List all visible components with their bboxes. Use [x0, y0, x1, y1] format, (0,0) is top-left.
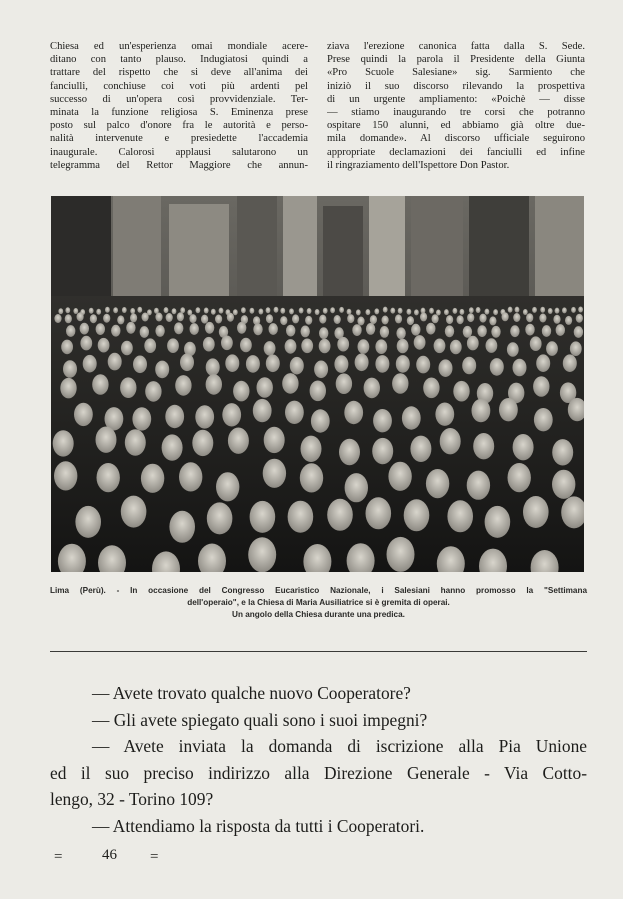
crowd-face: [285, 339, 297, 354]
crowd-face: [253, 399, 272, 422]
crowd-face: [250, 308, 255, 314]
crowd-face: [546, 341, 558, 356]
crowd-face: [373, 409, 392, 432]
crowd-face: [473, 433, 494, 459]
appeal-line: — Avete inviata la domanda di iscrizione alla Pia Unione: [92, 736, 587, 757]
crowd-face: [205, 322, 214, 334]
crowd-face: [286, 325, 295, 337]
crowd-face: [117, 315, 124, 324]
crowd-face: [485, 506, 511, 538]
crowd-face: [396, 355, 410, 373]
crowd-face: [565, 316, 572, 325]
crowd-face: [105, 307, 110, 313]
crowd-face: [96, 323, 105, 335]
crowd-face: [502, 312, 509, 321]
crowd-face: [352, 324, 361, 336]
crowd-face: [436, 310, 441, 316]
crowd-face: [233, 309, 238, 315]
crowd-face: [319, 339, 331, 354]
crowd-face: [339, 439, 360, 465]
crowd-face: [570, 341, 582, 356]
crowd-face: [375, 339, 387, 354]
crowd-face: [372, 438, 393, 464]
text-line: ospitare 150 alunni, ed abbiamo già oltre due-: [327, 120, 585, 132]
crowd-face: [472, 399, 491, 422]
crowd-face: [571, 307, 576, 313]
crowd-face: [434, 339, 446, 354]
crowd-face: [269, 323, 278, 335]
crowd-face: [347, 314, 354, 323]
appeal-line: lengo, 32 - Torino 109?: [50, 789, 214, 810]
crowd-face: [397, 339, 409, 354]
crowd-face: [179, 462, 202, 491]
crowd-face: [60, 378, 76, 399]
crowd-face: [165, 405, 184, 428]
crowd-face: [334, 355, 348, 373]
crowd-face: [414, 309, 419, 315]
crowd-face: [227, 313, 234, 322]
crowd-face: [356, 309, 361, 315]
crowd-face: [196, 307, 201, 313]
crowd-face: [310, 381, 326, 402]
crowd-face: [526, 313, 533, 322]
crowd-face: [536, 354, 550, 372]
crowd-face: [330, 307, 335, 313]
crowd-face: [540, 307, 545, 313]
crowd-face: [92, 374, 108, 395]
crowd-face: [523, 496, 549, 528]
crowd-face: [552, 439, 573, 465]
crowd-face: [206, 358, 220, 376]
crowd-face: [228, 428, 249, 454]
crowd-face: [486, 338, 498, 353]
crowd-face: [189, 314, 196, 323]
crowd-face: [54, 461, 77, 490]
crowd-face: [130, 308, 135, 314]
crowd-face: [467, 471, 490, 500]
crowd-face: [315, 309, 320, 315]
crowd-face: [250, 501, 276, 533]
crowd-face: [414, 335, 426, 350]
crowd-face: [103, 314, 110, 323]
crowd-face: [195, 405, 214, 428]
crowd-face: [404, 499, 430, 531]
church-crowd-photo: [51, 196, 584, 572]
crowd-face: [292, 314, 299, 323]
crowd-face: [144, 338, 156, 353]
crowd-face: [374, 308, 379, 314]
crowd-face: [447, 500, 473, 532]
crowd-face: [319, 327, 328, 339]
footer-ornament: =: [54, 849, 63, 865]
crowd-face: [257, 377, 273, 398]
text-line: — stiamo inaugurando tre corsi che potranno: [327, 106, 585, 118]
crowd-face: [211, 309, 216, 315]
crowd-face: [439, 359, 453, 377]
crowd-face: [301, 326, 310, 338]
left-column: [50, 40, 308, 172]
crowd-face: [563, 354, 577, 372]
crowd-face: [489, 316, 496, 325]
text-line: telegramma del Rettor Maggiore che annun-: [50, 159, 308, 171]
crowd-face: [307, 308, 312, 314]
crowd-face: [469, 307, 474, 313]
crowd-face: [54, 314, 61, 323]
crowd-face: [166, 313, 173, 322]
crowd-face: [358, 339, 370, 354]
crowd-face: [396, 327, 405, 339]
crowd-face: [65, 314, 72, 323]
crowd-face: [145, 381, 161, 402]
crowd-face: [380, 326, 389, 338]
crowd-face: [240, 338, 252, 353]
crowd-face: [347, 309, 352, 315]
crowd-face: [248, 537, 276, 572]
text-line: iniziò il suo discorso rilevando la prospettiva: [327, 80, 585, 92]
crowd-face: [162, 434, 183, 460]
crowd-face: [280, 308, 285, 314]
crowd-face: [241, 307, 246, 313]
caption-line: Lima (Perù). - In occasione del Congresso Eucaristico Nazionale, i Salesiani hanno promosso la "Settimana: [50, 586, 587, 595]
crowd-face: [263, 459, 286, 488]
crowd-face: [314, 361, 328, 379]
text-line: fanciulli, conchiuse coi voti più ardenti pel: [50, 80, 308, 92]
crowd-face: [63, 360, 77, 378]
crowd-face: [90, 314, 97, 323]
crowd-face: [206, 374, 222, 395]
text-line: appropriate declamazioni dei fanciulli ed infine: [327, 146, 585, 158]
crowd-face: [467, 336, 479, 351]
crowd-face: [155, 361, 169, 379]
crowd-face: [266, 314, 273, 323]
crowd-face: [75, 506, 101, 538]
crowd-face: [370, 315, 377, 324]
crowd-face: [513, 359, 527, 377]
crowd-face: [423, 378, 439, 399]
crowd-face: [395, 314, 402, 323]
crowd-face: [282, 373, 298, 394]
crowd-face: [113, 307, 118, 313]
crowd-face: [375, 355, 389, 373]
crowd-face: [264, 341, 276, 356]
crowd-face: [426, 323, 435, 335]
crowd-face: [513, 313, 520, 322]
crowd-face: [513, 434, 534, 460]
crowd-face: [137, 307, 142, 313]
crowd-face: [327, 499, 353, 531]
crowd-face: [426, 469, 449, 498]
crowd-face: [301, 339, 313, 354]
text-line: ditano con tanto plauso. Indugiatosi quindi a: [50, 54, 308, 66]
crowd-face: [411, 324, 420, 336]
crowd-face: [532, 307, 537, 313]
crowd-face: [180, 354, 194, 372]
text-line: ziava l'erezione canonica fatta dalla S. Sede.: [327, 41, 585, 52]
crowd-face: [204, 308, 209, 314]
crowd-face: [398, 308, 403, 314]
crowd-face: [133, 356, 147, 374]
crowd-face: [73, 308, 78, 314]
text-line: il ringraziamento dell'Ispettore Don Pastor.: [327, 159, 510, 171]
crowd-face: [508, 463, 531, 492]
crowd-face: [576, 314, 583, 323]
crowd-face: [221, 336, 233, 351]
crowd-face: [444, 309, 449, 315]
crowd-face: [155, 325, 164, 337]
crowd-face: [574, 326, 583, 338]
crowd-face: [552, 470, 575, 499]
crowd-face: [142, 313, 149, 322]
text-line: trattare del rispetto che si deve all'anima dei: [50, 67, 308, 79]
crowd-face: [446, 315, 453, 324]
crowd-face: [53, 430, 74, 456]
crowd-face: [175, 375, 191, 396]
crowd-face: [510, 325, 519, 337]
crowd-face: [366, 323, 375, 335]
crowd-face: [490, 358, 504, 376]
crowd-face: [479, 314, 486, 323]
crowd-face: [539, 314, 546, 323]
crowd-face: [383, 307, 388, 313]
appeal-line: — Gli avete spiegato quali sono i suoi impegni?: [92, 709, 428, 730]
crowd-face: [300, 463, 323, 492]
text-line: «Pro Scuole Salesiane» sig. Sarmiento che: [327, 67, 585, 79]
crowd-face: [301, 436, 322, 462]
crowd-face: [507, 342, 519, 357]
crowd-face: [420, 312, 427, 321]
crowd-face: [463, 326, 472, 338]
crowd-face: [215, 315, 222, 324]
crowd-face: [410, 436, 431, 462]
crowd-face: [493, 309, 498, 315]
text-line: di un urgente ampliamento: «Poichè — disse: [327, 93, 585, 105]
appeal-line: ed il suo preciso indirizzo alla Direzione Generale - Via Cotto-: [50, 762, 587, 783]
caption-line: Un angolo della Chiesa durante una predica.: [232, 610, 405, 619]
crowd-face: [122, 307, 127, 313]
text-line: Prese quindi la parola il Presidente della Giunta: [327, 54, 585, 66]
crowd-face: [432, 314, 439, 323]
crowd-face: [440, 428, 461, 454]
crowd-face: [203, 337, 215, 352]
crowd-face: [219, 308, 224, 314]
crowd-face: [453, 308, 458, 314]
crowd-face: [225, 354, 239, 372]
crowd-face: [80, 336, 92, 351]
crowd-face: [177, 312, 184, 321]
crowd-face: [192, 430, 213, 456]
crowd-face: [155, 313, 162, 322]
text-line: posto sul palco d'onore fra le autorità e perso-: [50, 120, 308, 132]
text-line: successo di un'opera così provvidenziale. Ter-: [50, 93, 308, 105]
crowd-face: [525, 324, 534, 336]
text-line: minata la funzione religiosa S. Eminenza prese: [50, 106, 308, 118]
crowd-face: [388, 462, 411, 491]
crowd-face: [216, 472, 239, 501]
crowd-face: [319, 315, 326, 324]
crowd-face: [266, 355, 280, 373]
crowd-face: [467, 313, 474, 322]
crowd-face: [288, 501, 314, 533]
crowd-face: [207, 502, 233, 534]
crowd-face: [97, 463, 120, 492]
crowd-face: [132, 407, 151, 430]
appeal-line: — Attendiamo la risposta da tutti i Cooperatori.: [92, 815, 425, 836]
crowd-face: [299, 308, 304, 314]
crowd-face: [345, 473, 368, 502]
crowd-face: [429, 308, 434, 314]
crowd-face: [485, 309, 490, 315]
crowd-face: [334, 315, 341, 324]
appeal-line: — Avete trovato qualche nuovo Cooperatore?: [92, 683, 411, 703]
crowd-face: [108, 353, 122, 371]
footer-ornament: =: [150, 849, 159, 865]
crowd-face: [83, 355, 97, 373]
crowd-face: [534, 408, 553, 431]
crowd-face: [555, 308, 560, 314]
crowd-face: [435, 403, 454, 426]
crowd-face: [237, 322, 246, 334]
crowd-face: [130, 313, 137, 322]
crowd-face: [311, 409, 330, 432]
crowd-face: [172, 308, 177, 314]
crowd-face: [556, 324, 565, 336]
crowd-face: [305, 316, 312, 325]
crowd-face: [125, 429, 146, 455]
page-number: 46: [102, 847, 117, 863]
crowd-face: [89, 308, 94, 314]
crowd-face: [164, 307, 169, 313]
crowd-face: [533, 376, 549, 397]
crowd-face: [65, 307, 70, 313]
crowd-face: [530, 336, 542, 351]
crowd-face: [392, 373, 408, 394]
crowd-face: [578, 307, 583, 313]
crowd-face: [96, 427, 117, 453]
crowd-face: [460, 309, 465, 315]
crowd-face: [457, 315, 464, 324]
crowd-face: [453, 381, 469, 402]
crowd-face: [233, 381, 249, 402]
crowd-face: [66, 325, 75, 337]
crowd-face: [508, 307, 513, 313]
article-columns: [50, 40, 585, 188]
crowd-face: [491, 326, 500, 338]
text-line: mila domande». Al discorso ufficiale seguirono: [327, 133, 585, 145]
crowd-face: [274, 307, 279, 313]
crowd-face: [548, 308, 553, 314]
crowd-face: [445, 325, 454, 337]
crowd-face: [266, 307, 271, 313]
crowd-face: [364, 378, 380, 399]
crowd-face: [290, 357, 304, 375]
page-footer: [54, 847, 214, 871]
crowd-face: [499, 398, 518, 421]
crowd-face: [344, 401, 363, 424]
crowd-face: [140, 326, 149, 338]
crowd-face: [337, 337, 349, 352]
crowd-face: [289, 308, 294, 314]
crowd-face: [280, 316, 287, 325]
section-divider: [50, 651, 587, 652]
crowd-face: [366, 497, 392, 529]
crowd-face: [201, 315, 208, 324]
crowd-face: [120, 377, 136, 398]
crowd-face: [77, 312, 84, 321]
crowd-face: [357, 317, 364, 326]
crowd-face: [58, 308, 63, 314]
text-line: nalità intervenute e presiedette l'accademia: [50, 133, 308, 145]
crowd-face: [387, 537, 415, 572]
crowd-face: [390, 308, 395, 314]
crowd-face: [167, 338, 179, 353]
photo-caption: [50, 585, 587, 621]
crowd-face: [264, 427, 285, 453]
crowd-face: [339, 307, 344, 313]
right-column: [327, 40, 585, 172]
crowd-face: [355, 354, 369, 372]
crowd-face: [169, 511, 195, 543]
crowd-face: [222, 403, 241, 426]
crowd-face: [366, 309, 371, 315]
crowd-face: [61, 340, 73, 355]
crowd-face: [121, 341, 133, 356]
crowd-face: [80, 323, 89, 335]
crowd-face: [253, 323, 262, 335]
cooperator-appeal: [50, 680, 587, 840]
crowd-face: [190, 323, 199, 335]
crowd-face: [141, 464, 164, 493]
text-line: Chiesa ed un'esperienza omai mondiale acere-: [50, 41, 308, 52]
crowd-face: [477, 325, 486, 337]
crowd-face: [111, 325, 120, 337]
crowd-face: [174, 322, 183, 334]
crowd-face: [382, 316, 389, 325]
crowd-face: [542, 325, 551, 337]
crowd-face: [98, 338, 110, 353]
crowd-face: [285, 401, 304, 424]
crowd-face: [562, 307, 567, 313]
crowd-face: [336, 373, 352, 394]
crowd-face: [416, 356, 430, 374]
crowd-face: [476, 307, 481, 313]
crowd-face: [553, 315, 560, 324]
crowd-face: [515, 307, 520, 313]
crowd-face: [121, 496, 147, 528]
crowd-face: [74, 403, 93, 426]
crowd-face: [402, 406, 421, 429]
crowd-face: [323, 308, 328, 314]
crowd-face: [462, 357, 476, 375]
caption-line: dell'operaio", e la Chiesa di Maria Ausiliatrice si è gremita di operai.: [187, 598, 450, 607]
crowd-face: [450, 340, 462, 355]
crowd-face: [246, 355, 260, 373]
crowd-face: [523, 309, 528, 315]
crowd-face: [259, 309, 264, 315]
crowd-face: [126, 322, 135, 334]
crowd-face: [96, 309, 101, 315]
crowd-face: [407, 309, 412, 315]
crowd-face: [407, 316, 414, 325]
text-line: inaugurale. Calorosi applausi salutarono un: [50, 146, 308, 158]
